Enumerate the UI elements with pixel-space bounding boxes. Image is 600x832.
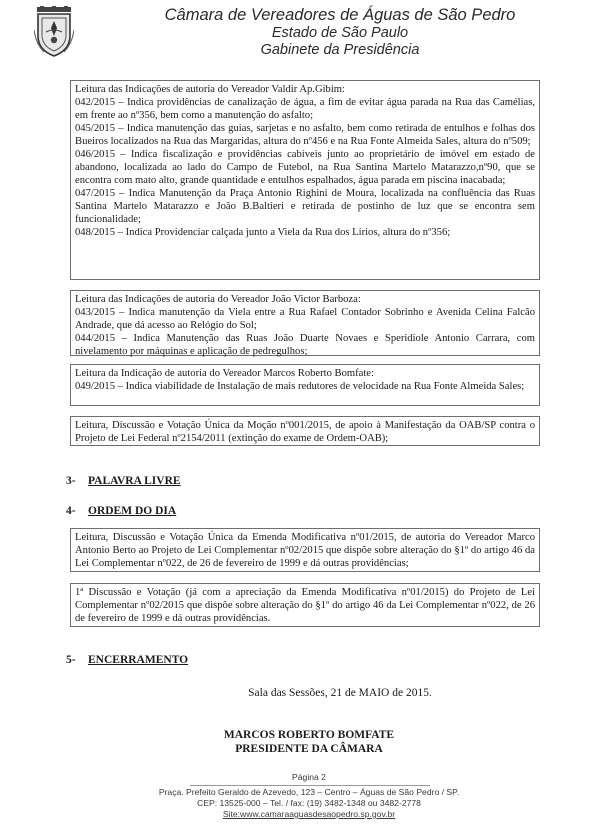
office-name: Gabinete da Presidência [260, 42, 420, 58]
section-title: ORDEM DO DIA [88, 505, 177, 517]
indication-item: 042/2015 – Indica providências de canalização de água, a fim de evitar água parada na Rua das Camélias, em frente ao nº356, bem como a manutenção do asfalto; [75, 97, 535, 121]
indication-item: 049/2015 – Indica viabilidade de Instalação de mais redutores de velocidade na Rua Fonte Almeida Sales; [75, 381, 525, 392]
letterhead [140, 6, 540, 59]
bill-vote-box [70, 583, 540, 627]
indication-item: 047/2015 – Indica Manutenção da Praça Antonio Righini de Moura, localizada na confluência das Ruas Santina Martelo Matarazzo e João B.Baltieri e retirada de postinho de luz que se encontra sem funcionalidade; [75, 188, 535, 225]
section-encerramento [66, 654, 188, 666]
motion-box [70, 416, 540, 446]
state-name: Estado de São Paulo [271, 25, 409, 41]
agenda-item: Leitura, Discussão e Votação Única da Emenda Modificativa nº01/2015, de autoria do Vereador Marco Antonio Berto ao Projeto de Lei Complementar nº02/2015 que dispõe sobre alteração do §1º do artigo 46 da Lei Complementar nº022, de 26 de fevereiro de 1999 e dá outras providências; [75, 532, 535, 569]
section-number: 3- [66, 475, 76, 487]
indications-box-valdir [70, 80, 540, 280]
indications-box-joao [70, 290, 540, 356]
motion-item: Leitura, Discussão e Votação Única da Moção nº001/2015, de apoio à Manifestação da OAB/SP contra o Projeto de Lei Federal nº2154/2011 (extinção do exame de Ordem-OAB); [75, 420, 535, 444]
page-number: Página 2 [292, 772, 326, 782]
indication-item: 046/2015 – Indica fiscalização e providências cabíveis junto ao proprietário de imóvel em estado de abandono, localizada ao lado do Campo de Futebol, na Rua Santina Martelo Matarazzo,nº90, que se encontra com mato alto, grande quantidade e entulhos espalhados, água parada em piscina inacabada; [75, 149, 535, 186]
amendment-box [70, 528, 540, 572]
signatory-name: MARCOS ROBERTO BOMFATE [223, 729, 395, 741]
section-palavra-livre [66, 475, 181, 487]
section-number: 5- [66, 654, 76, 666]
indication-item: 044/2015 – Indica Manutenção das Ruas João Duarte Novaes e Speridiole Antonio Carrara, com nivelamento por máquinas e aplicação de pedregulhos; [75, 333, 535, 357]
chamber-name: Câmara de Vereadores de Águas de São Pedro [164, 6, 516, 24]
box-heading: Leitura das Indicações de autoria do Vereador Valdir Ap.Gibim: [75, 84, 345, 95]
footer-contact: CEP: 13525-000 – Tel. / fax: (19) 3482-1348 ou 3482-2778 [197, 798, 421, 808]
agenda-item: 1ª Discussão e Votação (já com a apreciação da Emenda Modificativa nº01/2015) do Projeto de Lei Complementar nº02/2015 que dispõe sobre alteração do §1º do artigo 46 da Lei Complementar nº022, de 26 de fevereiro de 1999 e dá outras providências. [75, 587, 535, 624]
section-number: 4- [66, 505, 76, 517]
section-title: ENCERRAMENTO [88, 654, 189, 666]
indications-box-marcos [70, 364, 540, 406]
section-title: PALAVRA LIVRE [88, 475, 181, 487]
indication-item: 045/2015 – Indica manutenção das guias, sarjetas e no asfalto, bem como retirada de entulhos e folhas dos Bueiros localizados na Rua das Margaridas, altura do nº456 e na Rua Fonte Almeida Sales, altura do nº509; [75, 123, 535, 147]
indication-item: 043/2015 – Indica manutenção da Viela entre a Rua Rafael Contador Sobrinho e Avenida Celina Falcão Andrade, que dá acesso ao Relógio do Sol; [75, 307, 535, 331]
coat-of-arms-icon [34, 6, 74, 58]
indication-item: 048/2015 – Indica Providenciar calçada junto a Viela da Rua dos Lírios, altura do nº356; [75, 227, 451, 238]
footer-address: Praça. Prefeito Geraldo de Azevedo, 123 – Centro – Águas de São Pedro / SP. [158, 787, 460, 797]
box-heading: Leitura da Indicação de autoria do Vereador Marcos Roberto Bomfate: [75, 368, 374, 379]
section-ordem-do-dia [66, 505, 176, 517]
footer-divider [190, 785, 430, 786]
signatory-role: PRESIDENTE DA CÂMARA [235, 743, 383, 755]
box-heading: Leitura das Indicações de autoria do Vereador João Victor Barboza: [75, 294, 361, 305]
session-date: Sala das Sessões, 21 de MAIO de 2015. [248, 687, 432, 699]
footer-site: Site:www.camaraaguasdesaopedro.sp.gov.br [222, 809, 396, 819]
